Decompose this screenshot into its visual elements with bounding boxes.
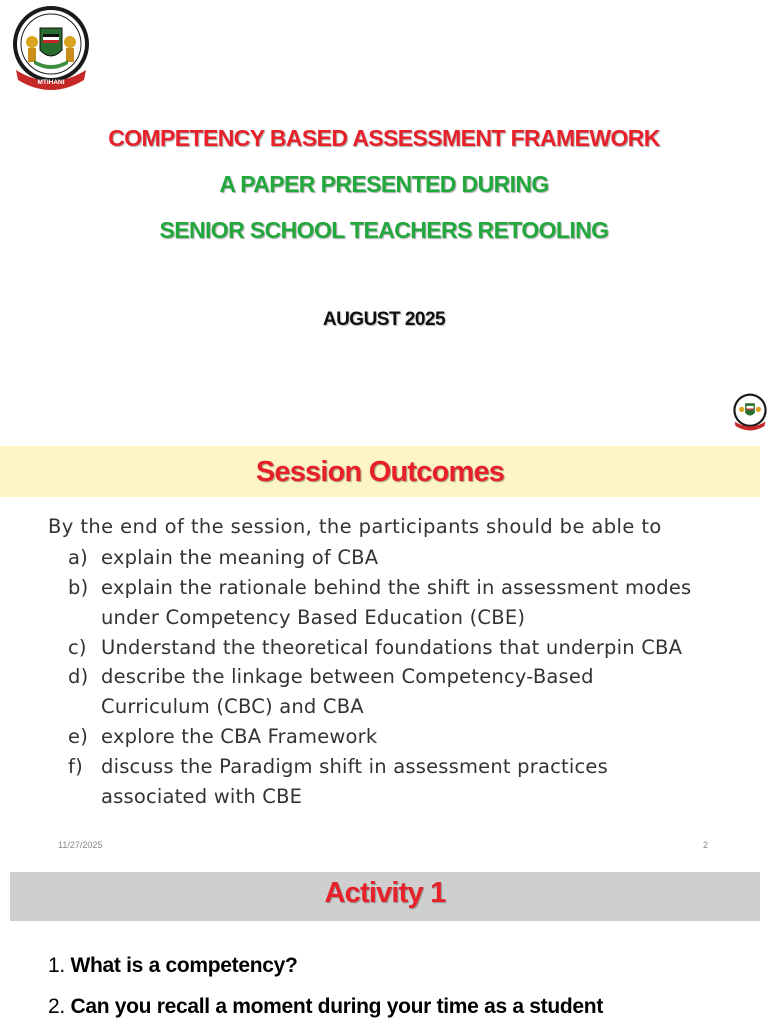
kenya-coat-of-arms-logo <box>10 4 92 92</box>
outcome-text-cont: Curriculum (CBC) and CBA <box>101 695 364 718</box>
title-line-3: SENIOR SCHOOL TEACHERS RETOOLING <box>159 217 609 243</box>
outcomes-title: Session Outcomes <box>255 456 505 488</box>
slide-footer-date: 11/27/2025 <box>58 840 103 850</box>
outcome-text-cont: associated with CBE <box>101 785 303 808</box>
title-line-1: COMPETENCY BASED ASSESSMENT FRAMEWORK <box>108 125 660 151</box>
outcome-letter: f) <box>68 755 83 778</box>
outcome-item-b <box>68 573 761 633</box>
outcome-letter: b) <box>68 576 89 599</box>
outcome-item-f <box>68 752 761 812</box>
outcome-letter: e) <box>68 725 89 748</box>
question-text: Can you recall a moment during your time as a student <box>70 995 604 1018</box>
title-slide <box>0 0 768 440</box>
session-outcomes-slide <box>0 440 768 865</box>
title-line-2: A PAPER PRESENTED DURING <box>219 171 549 197</box>
kenya-coat-of-arms-small-logo <box>732 392 768 432</box>
activity-question-2 <box>48 995 603 1019</box>
question-number: 1. <box>48 954 65 977</box>
activity-title: Activity 1 <box>324 877 446 909</box>
outcome-item-c <box>68 633 761 663</box>
outcome-text: explain the meaning of CBA <box>101 546 379 569</box>
outcome-text: Understand the theoretical foundations that underpin CBA <box>101 636 683 659</box>
outcome-text: explain the rationale behind the shift in assessment modes <box>101 576 692 599</box>
outcome-letter: d) <box>68 665 89 688</box>
outcome-item-d <box>68 662 761 722</box>
outcome-text: discuss the Paradigm shift in assessment practices <box>101 755 608 778</box>
slide-page-number: 2 <box>703 840 709 850</box>
outcome-text: explore the CBA Framework <box>101 725 378 748</box>
outcome-letter: c) <box>68 636 87 659</box>
question-number: 2. <box>48 995 65 1018</box>
logo-text: MTIHANI <box>37 79 65 86</box>
presentation-date: AUGUST 2025 <box>322 309 446 330</box>
outcomes-intro: By the end of the session, the participants should be able to <box>48 515 662 538</box>
outcome-item-e <box>68 722 761 752</box>
activity-slide <box>0 865 768 1024</box>
outcome-text-cont: under Competency Based Education (CBE) <box>101 606 526 629</box>
outcome-text: describe the linkage between Competency-Based <box>101 665 594 688</box>
question-text: What is a competency? <box>70 954 298 977</box>
activity-question-1 <box>48 954 298 978</box>
outcome-item-a <box>68 543 761 573</box>
outcome-letter: a) <box>68 546 88 569</box>
